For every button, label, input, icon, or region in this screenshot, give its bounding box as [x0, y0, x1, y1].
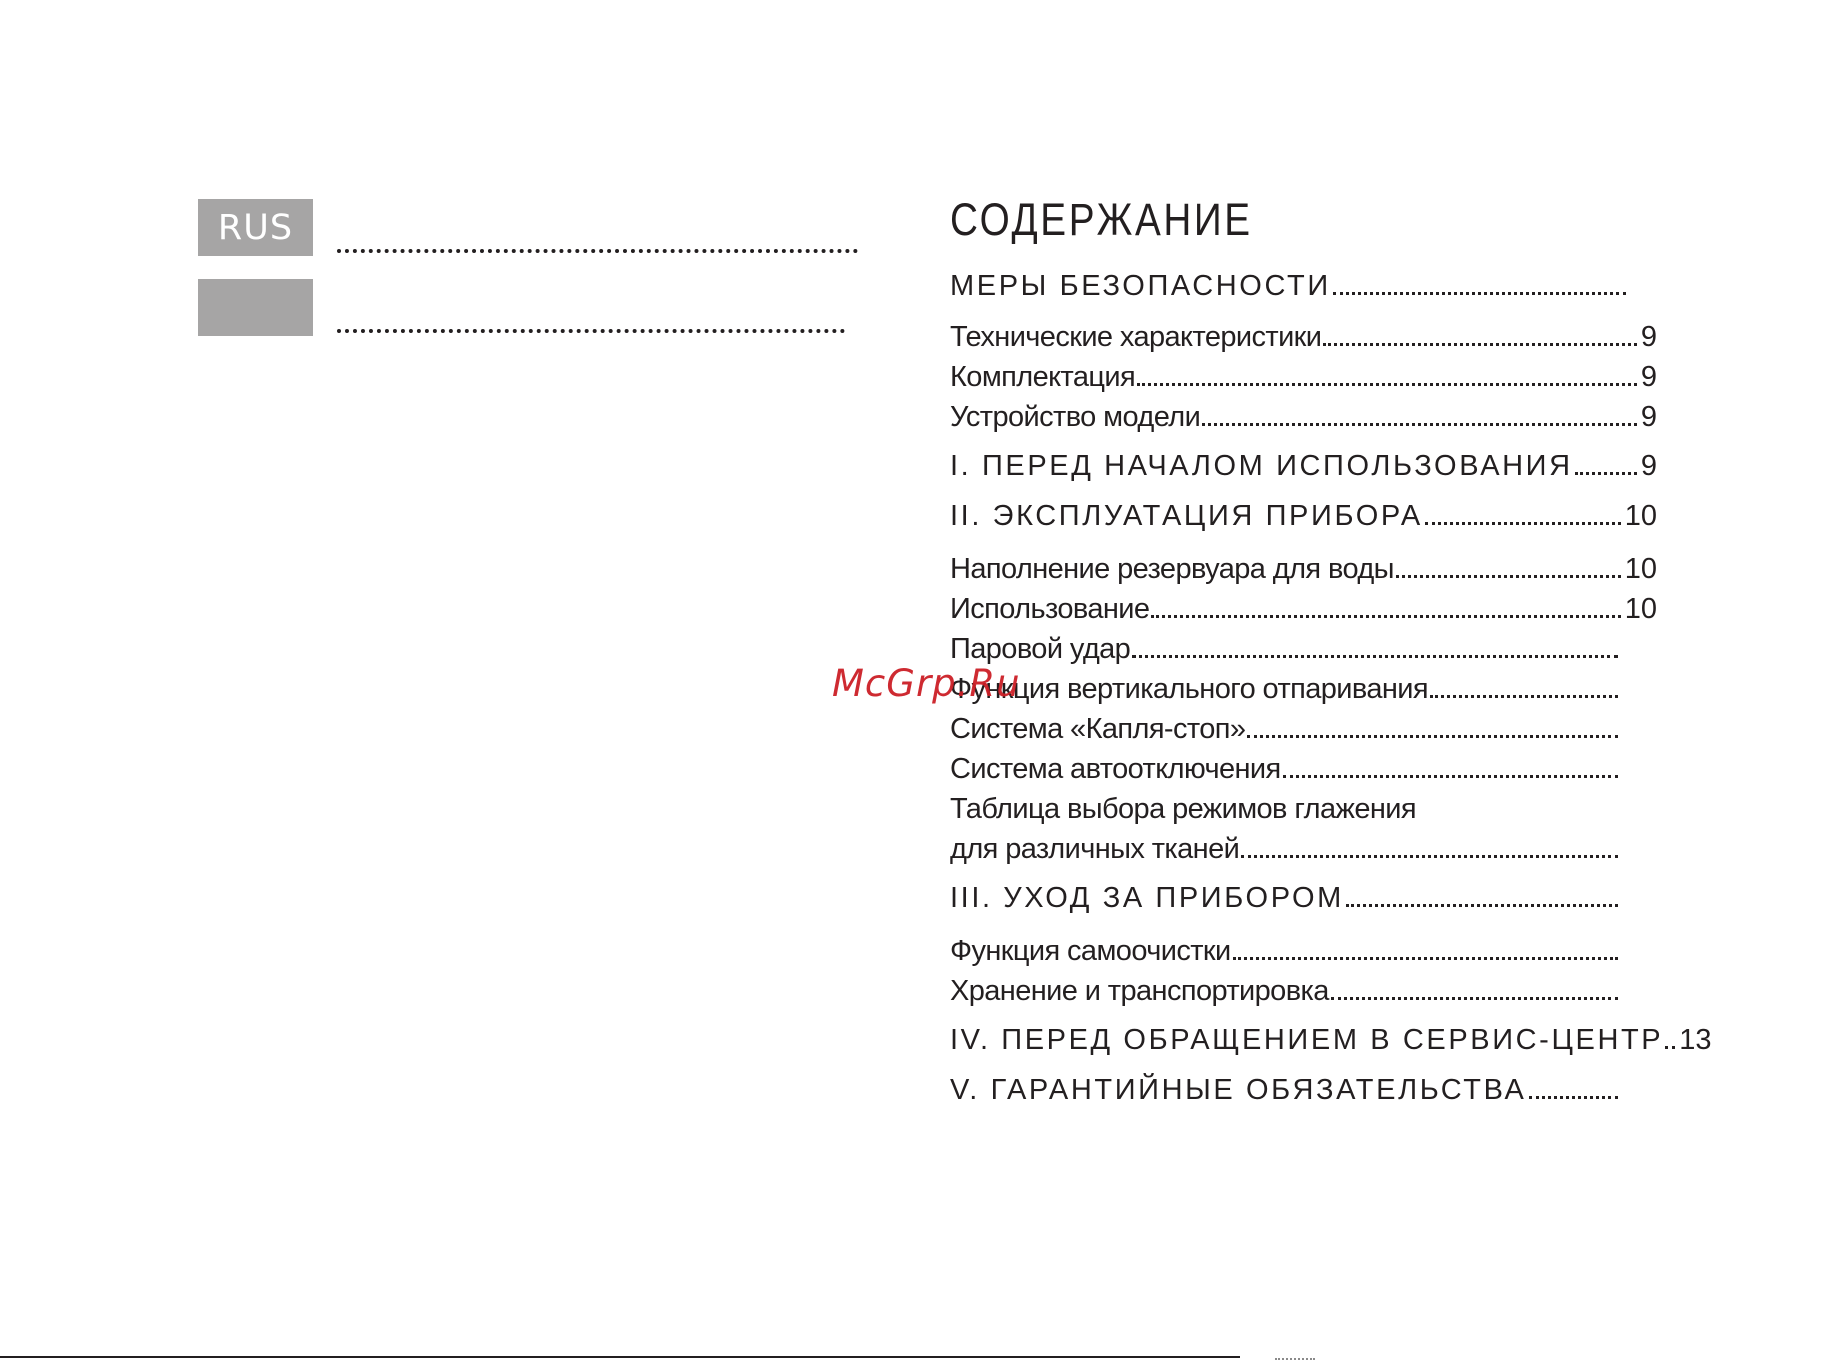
- toc-entry-page: 9: [1640, 321, 1657, 353]
- toc-entry-page: 9: [1640, 450, 1657, 482]
- toc-entry: [950, 321, 1657, 354]
- toc-entry-label: Технические характеристики: [950, 321, 1322, 353]
- toc-entry: [950, 713, 1630, 746]
- dot-leader: [1333, 292, 1626, 295]
- dot-leader: [1241, 855, 1618, 858]
- toc-entry: [950, 935, 1630, 968]
- dot-leader: [337, 325, 845, 333]
- dot-leader: [1247, 735, 1618, 738]
- dot-leader: [1575, 472, 1637, 475]
- dot-leader: [1665, 1046, 1675, 1049]
- dot-leader: [1137, 383, 1637, 386]
- toc-entry: [950, 633, 1630, 666]
- toc-entry-label: Комплектация: [950, 361, 1136, 393]
- toc-entry-label: Система «Капля-стоп»: [950, 713, 1246, 745]
- toc-entry-label: Хранение и транспортировка: [950, 975, 1329, 1007]
- dot-leader: [1430, 695, 1618, 698]
- toc-entry: [950, 270, 1638, 303]
- language-row-2: [198, 279, 878, 336]
- toc-entry-label: III. УХОД ЗА ПРИБОРОМ: [950, 882, 1344, 914]
- dot-leader: [1425, 522, 1621, 525]
- toc-entry: [950, 673, 1630, 706]
- dot-leader: [337, 245, 858, 253]
- toc-entry-label: I. ПЕРЕД НАЧАЛОМ ИСПОЛЬЗОВАНИЯ: [950, 450, 1573, 482]
- toc-entry-label: Использование: [950, 593, 1150, 625]
- language-tab: [198, 279, 313, 336]
- dot-leader: [1233, 957, 1618, 960]
- dot-leader: [1323, 343, 1637, 346]
- toc-entry: [950, 500, 1657, 533]
- toc-entry: [950, 833, 1630, 866]
- toc-entry: [950, 753, 1630, 786]
- toc-entry: [950, 553, 1657, 586]
- toc-entry: [950, 1074, 1630, 1107]
- language-tab: RUS: [198, 199, 313, 256]
- dot-leader: [1346, 904, 1618, 907]
- dot-leader: [1396, 575, 1621, 578]
- toc-entry-page: 9: [1640, 361, 1657, 393]
- dot-leader: [1283, 775, 1618, 778]
- toc-entry: [950, 401, 1657, 434]
- dot-leader: [1331, 997, 1618, 1000]
- toc-entry: [950, 450, 1657, 483]
- toc-entry: [950, 361, 1657, 394]
- toc-entry-label: Наполнение резервуара для воды: [950, 553, 1394, 585]
- toc-entry: [950, 593, 1657, 626]
- dot-leader: [1202, 423, 1637, 426]
- dot-leader: [1132, 655, 1618, 658]
- toc-entry-label: МЕРЫ БЕЗОПАСНОСТИ: [950, 270, 1331, 302]
- toc-entry: [950, 882, 1630, 915]
- page-marker: [1275, 1352, 1315, 1360]
- toc-entry-label: Функция самоочистки: [950, 935, 1231, 967]
- toc-entry-label: Функция вертикального отпаривания: [950, 673, 1429, 705]
- dot-leader: [1151, 615, 1620, 618]
- toc-entry-label: V. ГАРАНТИЙНЫЕ ОБЯЗАТЕЛЬСТВА: [950, 1074, 1527, 1106]
- toc-entry: [950, 975, 1630, 1008]
- language-row-1: [198, 199, 878, 256]
- toc-entry-label: IV. ПЕРЕД ОБРАЩЕНИЕМ В СЕРВИС-ЦЕНТР: [950, 1024, 1664, 1056]
- toc-entry-label: Система автоотключения: [950, 753, 1281, 785]
- toc-entry-label: Таблица выбора режимов глажения: [950, 793, 1416, 825]
- page-divider: [0, 1356, 1240, 1358]
- toc-entry: [950, 1024, 1712, 1057]
- toc-entry-label: Устройство модели: [950, 401, 1201, 433]
- watermark: McGrp.Ru: [832, 662, 1021, 705]
- toc-entry-page: 10: [1624, 500, 1657, 532]
- toc-entry-page: 10: [1624, 593, 1657, 625]
- toc-entry-label: для различных тканей: [950, 833, 1240, 865]
- dot-leader: [1529, 1096, 1618, 1099]
- toc-entry-label: II. ЭКСПЛУАТАЦИЯ ПРИБОРА: [950, 500, 1423, 532]
- toc-entry-page: 13: [1679, 1024, 1712, 1056]
- toc-entry-label: Паровой удар: [950, 633, 1131, 665]
- toc-entry-page: 10: [1624, 553, 1657, 585]
- toc-title: СОДЕРЖАНИЕ: [950, 194, 1253, 245]
- toc-entry-page: 9: [1640, 401, 1657, 433]
